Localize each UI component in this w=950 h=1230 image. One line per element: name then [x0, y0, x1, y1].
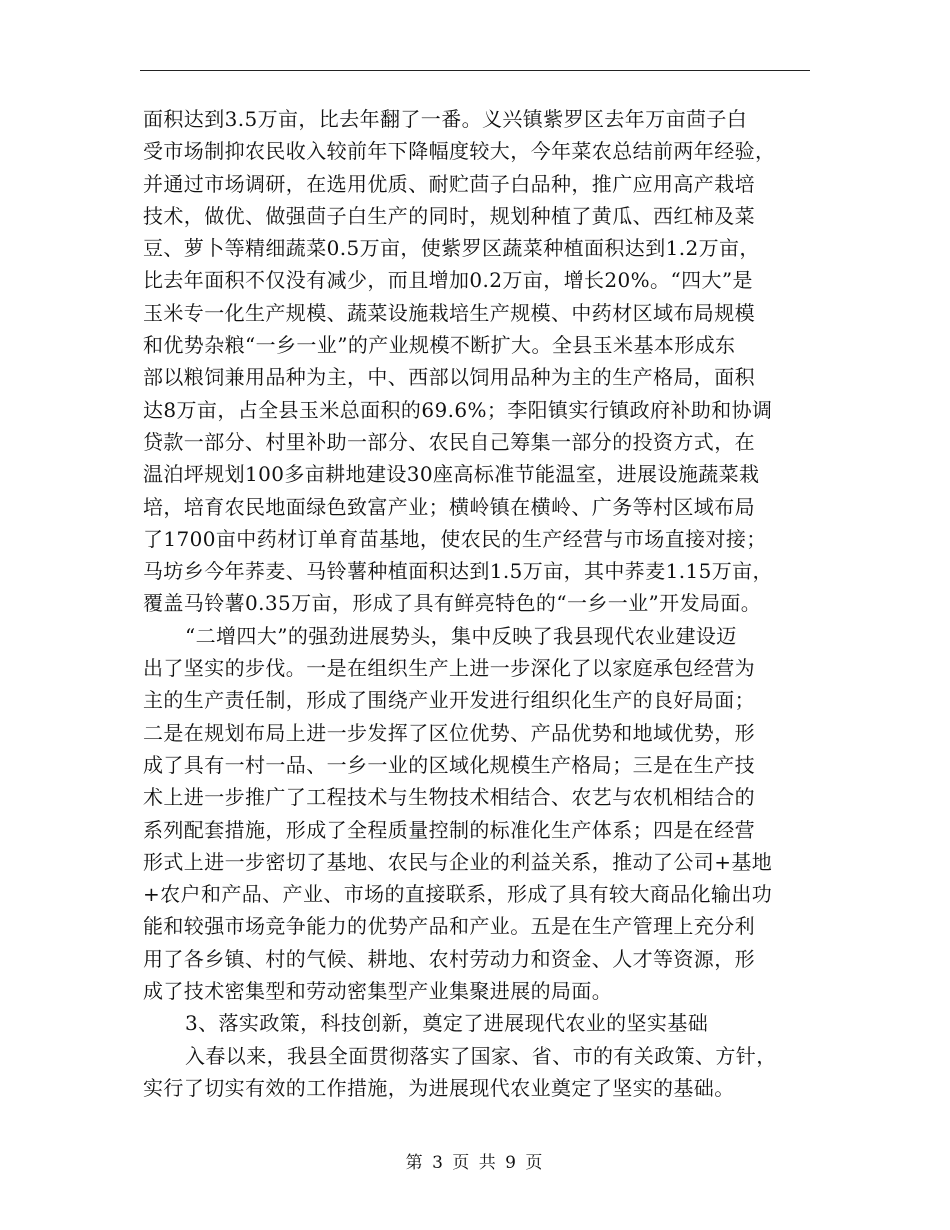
text-line: 达8万亩，占全县玉米总面积的69.6%；李阳镇实行镇政府补助和协调	[143, 397, 773, 422]
text-line: 贷款一部分、村里补助一部分、农民自己筹集一部分的投资方式，在	[143, 429, 755, 454]
page-number-footer: 第 3 页 共 9 页	[405, 1153, 545, 1173]
text-line: “二增四大”的强劲进展势头，集中反映了我县现代农业建设迈	[185, 623, 737, 648]
text-line: 形式上进一步密切了基地、农民与企业的利益关系，推动了公司+基地	[143, 849, 773, 874]
text-line: 主的生产责任制，形成了围绕产业开发进行组织化生产的良好局面；	[143, 688, 755, 713]
text-line: 3、落实政策，科技创新，奠定了进展现代农业的坚实基础	[185, 1011, 709, 1036]
text-line: 术上进一步推广了工程技术与生物技术相结合、农艺与农机相结合的	[143, 785, 755, 810]
text-line: 系列配套措施，形成了全程质量控制的标准化生产体系；四是在经营	[143, 817, 755, 842]
text-line: 能和较强市场竞争能力的优势产品和产业。五是在生产管理上充分利	[143, 914, 755, 939]
text-line: 了1700亩中药材订单育苗基地，使农民的生产经营与市场直接对接；	[143, 526, 767, 551]
text-line: 马坊乡今年荞麦、马铃薯种植面积达到1.5万亩，其中荞麦1.15万亩，	[143, 559, 773, 584]
text-line: 二是在规划布局上进一步发挥了区位优势、产品优势和地域优势，形	[143, 720, 755, 745]
text-line: 成了具有一村一品、一乡一业的区域化规模生产格局；三是在生产技	[143, 752, 755, 777]
text-line: 比去年面积不仅没有减少，而且增加0.2万亩，增长20%。“四大”是	[143, 268, 753, 293]
text-line: 和优势杂粮“一乡一业”的产业规模不断扩大。全县玉米基本形成东	[143, 333, 736, 358]
text-line: 受市场制抑农民收入较前年下降幅度较大，今年菜农总结前两年经验，	[143, 139, 776, 164]
text-line: 实行了切实有效的工作措施，为进展现代农业奠定了坚实的基础。	[143, 1075, 735, 1100]
text-line: 并通过市场调研，在选用优质、耐贮茴子白品种，推广应用高产栽培	[143, 171, 755, 196]
header-rule	[140, 70, 810, 71]
text-line: 豆、萝卜等精细蔬菜0.5万亩，使紫罗区蔬菜种植面积达到1.2万亩，	[143, 236, 760, 261]
text-line: 面积达到3.5万亩，比去年翻了一番。义兴镇紫罗区去年万亩茴子白	[143, 107, 748, 131]
text-line: 入春以来，我县全面贯彻落实了国家、省、市的有关政策、方针，	[185, 1043, 777, 1068]
text-line: 部以粮饲兼用品种为主，中、西部以饲用品种为主的生产格局，面积	[143, 365, 755, 390]
text-line: +农户和产品、产业、市场的直接联系，形成了具有较大商品化输出功	[143, 882, 773, 907]
text-line: 用了各乡镇、村的气候、耕地、农村劳动力和资金、人才等资源，形	[143, 946, 755, 971]
body-text	[143, 103, 815, 1104]
text-line: 出了坚实的步伐。一是在组织生产上进一步深化了以家庭承包经营为	[143, 656, 755, 681]
text-line: 温泊坪规划100多亩耕地建设30座高标准节能温室，进展设施蔬菜栽	[143, 462, 760, 487]
text-line: 培，培育农民地面绿色致富产业；横岭镇在横岭、广务等村区域布局	[143, 494, 755, 519]
text-line: 覆盖马铃薯0.35万亩，形成了具有鲜亮特色的“一乡一业”开发局面。	[143, 591, 762, 616]
text-line: 技术，做优、做强茴子白生产的同时，规划种植了黄瓜、西红柿及菜	[143, 203, 755, 228]
text-line: 玉米专一化生产规模、蔬菜设施栽培生产规模、中药材区域布局规模	[143, 300, 755, 325]
text-line: 成了技术密集型和劳动密集型产业集聚进展的局面。	[143, 979, 613, 1004]
